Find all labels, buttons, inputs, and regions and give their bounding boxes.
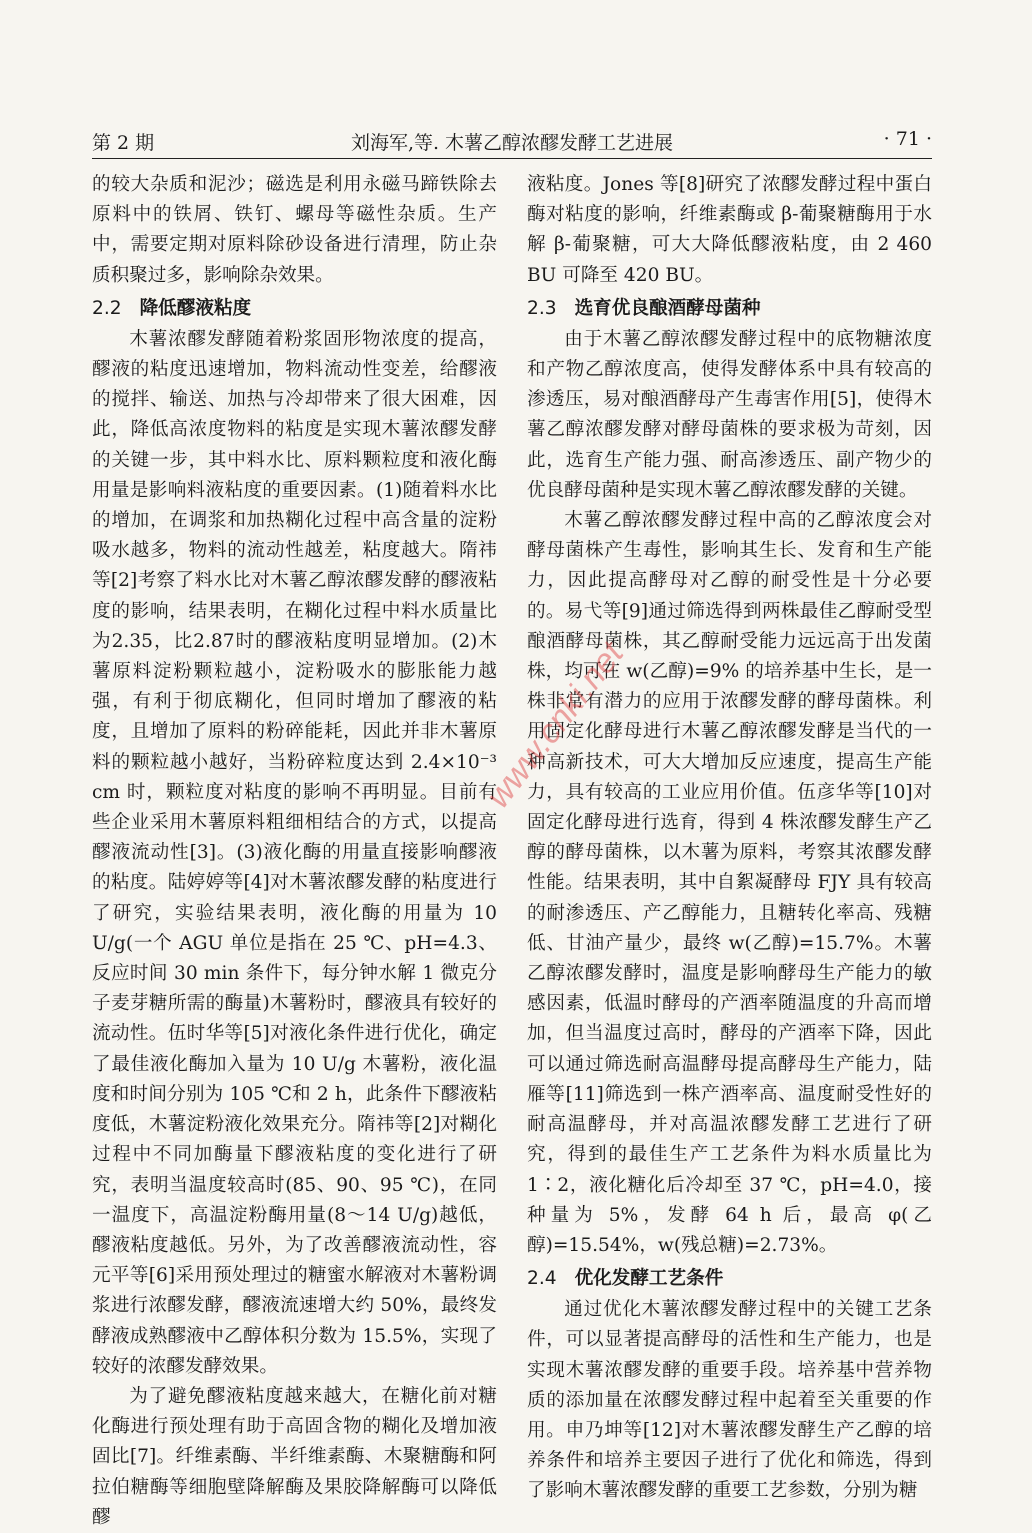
left-column (92, 170, 497, 1533)
right-column (527, 170, 932, 1507)
section-heading-2-2 (92, 293, 497, 325)
paragraph-continued: 液粘度。Jones 等[8]研究了浓醪发酵过程中蛋白酶对粘度的影响，纤维素酶或 β-葡聚糖酶用于水解 β-葡聚糖，可大大降低醪液粘度，由 2 460 BU 可降至 420 BU。 (527, 174, 932, 286)
section-number: 2.2 (92, 297, 122, 319)
section-title: 选育优良酿酒酵母菌种 (574, 297, 761, 319)
paragraph: 由于木薯乙醇浓醪发酵过程中的底物糖浓度和产物乙醇浓度高，使得发酵体系中具有较高的渗透压，易对酿酒酵母产生毒害作用[5]，使得木薯乙醇浓醪发酵对酵母菌株的要求极为苛刻，因此，选育生产能力强、耐高渗透压、副产物少的优良酵母菌种是实现木薯乙醇浓醪发酵的关键。 (527, 328, 932, 501)
paragraph: 木薯乙醇浓醪发酵过程中高的乙醇浓度会对酵母菌株产生毒性，影响其生长、发育和生产能力，因此提高酵母对乙醇的耐受性是十分必要的。易弋等[9]通过筛选得到两株最佳乙醇耐受型酿酒酵母菌株，其乙醇耐受能力远远高于出发菌株，均可在 w(乙醇)=9% 的培养基中生长，是一株非常有潜力的应用于浓醪发酵的酵母菌株。利用固定化酵母进行木薯乙醇浓醪发酵是当代的一种高新技术，可大大增加反应速度，提高生产能力，具有较高的工业应用价值。伍彦华等[10]对固定化酵母进行选育，得到 4 株浓醪发酵生产乙醇的酵母菌株，以木薯为原料，考察其浓醪发酵性能。结果表明，其中自絮凝酵母 FJY 具有较高的耐渗透压、产乙醇能力，且糖转化率高、残糖低、甘油产量少，最终 w(乙醇)=15.7%。木薯乙醇浓醪发酵时，温度是影响酵母生产能力的敏感因素，低温时酵母的产酒率随温度的升高而增加，但当温度过高时，酵母的产酒率下降，因此可以通过筛选耐高温酵母提高酵母生产能力，陆雁等[11]筛选到一株产酒率高、温度耐受性好的耐高温酵母，并对高温浓醪发酵工艺进行了研究，得到的最佳生产工艺条件为料水质量比为 1∶2，液化糖化后冷却至 37 ℃，pH=4.0，接种量为 5%，发酵 64 h 后，最高 φ(乙醇)=15.54%，w(残总糖)=2.73%。 (527, 510, 932, 1256)
paragraph-continued: 的较大杂质和泥沙；磁选是利用永磁马蹄铁除去原料中的铁屑、铁钉、螺母等磁性杂质。生产中，需要定期对原料除砂设备进行清理，防止杂质积聚过多，影响除杂效果。 (92, 174, 497, 286)
issue-number: 第 2 期 (92, 132, 155, 154)
section-heading-2-3 (527, 293, 932, 325)
section-number: 2.4 (527, 1268, 557, 1290)
section-number: 2.3 (527, 297, 557, 319)
page-number: · 71 · (883, 128, 932, 150)
running-header (92, 124, 932, 159)
running-title: 刘海军,等. 木薯乙醇浓醪发酵工艺进展 (350, 132, 674, 154)
section-title: 优化发酵工艺条件 (574, 1268, 724, 1290)
watermark: www.cnki.net (478, 635, 632, 815)
section-title: 降低醪液粘度 (139, 297, 252, 319)
section-heading-2-4 (527, 1263, 932, 1295)
paragraph: 通过优化木薯浓醪发酵过程中的关键工艺条件，可以显著提高酵母的活性和生产能力，也是实现木薯浓醪发酵的重要手段。培养基中营养物质的添加量在浓醪发酵过程中起着至关重要的作用。申乃坤等[12]对木薯浓醪发酵生产乙醇的培养条件和培养主要因子进行了优化和筛选，得到了影响木薯浓醪发酵的重要工艺参数，分别为糖 (527, 1299, 932, 1502)
paragraph: 为了避免醪液粘度越来越大，在糖化前对糖化酶进行预处理有助于高固含物的糊化及增加液固比[7]。纤维素酶、半纤维素酶、木聚糖酶和阿拉伯糖酶等细胞壁降解酶及果胶降解酶可以降低醪 (92, 1385, 497, 1528)
paragraph: 木薯浓醪发酵随着粉浆固形物浓度的提高，醪液的粘度迅速增加，物料流动性变差，给醪液的搅拌、输送、加热与冷却带来了很大困难，因此，降低高浓度物料的粘度是实现木薯浓醪发酵的关键一步，其中料水比、原料颗粒度和液化酶用量是影响料液粘度的重要因素。(1)随着料水比的增加，在调浆和加热糊化过程中高含量的淀粉吸水越多，物料的流动性越差，粘度越大。隋祎等[2]考察了料水比对木薯乙醇浓醪发酵的醪液粘度的影响，结果表明，在糊化过程中料水质量比为2.35，比2.87时的醪液粘度明显增加。(2)木薯原料淀粉颗粒越小，淀粉吸水的膨胀能力越强，有利于彻底糊化，但同时增加了醪液的粘度，且增加了原料的粉碎能耗，因此并非木薯原料的颗粒越小越好，当粉碎粒度达到 2.4×10⁻³ cm 时，颗粒度对粘度的影响不再明显。目前有些企业采用木薯原料粗细相结合的方式，以提高醪液流动性[3]。(3)液化酶的用量直接影响醪液的粘度。陆婷婷等[4]对木薯浓醪发酵的粘度进行了研究，实验结果表明，液化酶的用量为 10 U/g(一个 AGU 单位是指在 25 ℃、pH=4.3、反应时间 30 min 条件下，每分钟水解 1 微克分子麦芽糖所需的酶量)木薯粉时，醪液具有较好的流动性。伍时华等[5]对液化条件进行优化，确定了最佳液化酶加入量为 10 U/g 木薯粉，液化温度和时间分别为 105 ℃和 2 h，此条件下醪液粘度低，木薯淀粉液化效果充分。隋祎等[2]对糊化过程中不同加酶量下醪液粘度的变化进行了研究，表明当温度较高时(85、90、95 ℃)，在同一温度下，高温淀粉酶用量(8～14 U/g)越低，醪液粘度越低。另外，为了改善醪液流动性，容元平等[6]采用预处理过的糖蜜水解液对木薯粉调浆进行浓醪发酵，醪液流速增大约 50%，最终发酵液成熟醪液中乙醇体积分数为 15.5%，实现了较好的浓醪发酵效果。 (92, 328, 497, 1377)
